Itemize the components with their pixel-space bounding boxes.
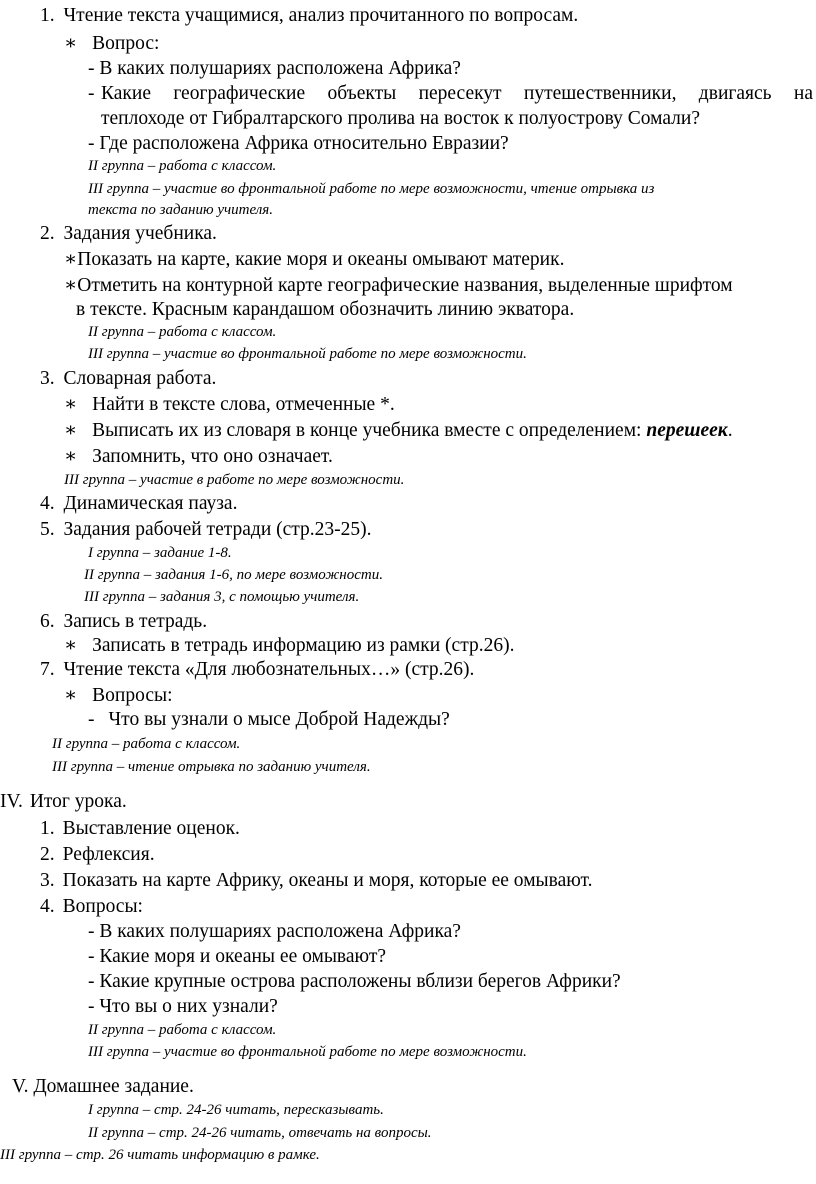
- group-note: III группа – задания 3, с помощью учителя.: [84, 589, 360, 605]
- question-text: Где расположена Африка относительно Евразии?: [99, 133, 509, 154]
- homework-group-note: I группа – стр. 24-26 читать, пересказывать.: [88, 1102, 384, 1118]
- question-label: Вопрос:: [92, 33, 160, 54]
- question-line: [88, 57, 461, 81]
- item-7: [40, 658, 474, 682]
- item-text: Чтение текста учащимися, анализ прочитанного по вопросам.: [63, 5, 579, 26]
- dash-marker: -: [88, 83, 95, 104]
- item-3: [40, 367, 216, 391]
- dash-marker: -: [88, 946, 95, 967]
- asterisk-bullet-icon: ∗: [64, 685, 78, 706]
- question-text-continued: теплоходе от Гибралтарского пролива на восток к полуострову Сомали?: [101, 108, 700, 129]
- summary-item: [40, 895, 143, 919]
- item-text: Задания рабочей тетради (стр.23-25).: [63, 519, 372, 540]
- question-text: Какие географические объекты пересекут путешественники, двигаясь на: [101, 83, 813, 104]
- group-note: II группа – работа с классом.: [88, 158, 277, 174]
- item-number: 5.: [40, 519, 55, 540]
- question-text: Какие моря и океаны ее омывают?: [99, 946, 387, 967]
- item-number: 4.: [40, 896, 55, 917]
- item-text: Словарная работа.: [63, 368, 217, 389]
- asterisk-bullet-icon: ∗: [64, 446, 78, 467]
- punctuation: .: [727, 420, 733, 441]
- item-1: [40, 4, 578, 28]
- question-line: [88, 920, 461, 944]
- bullet-item: [64, 634, 514, 658]
- item-text: Вопросы:: [62, 896, 143, 917]
- question-line: [88, 995, 278, 1019]
- dash-marker: -: [88, 58, 95, 79]
- section-title: Домашнее задание.: [33, 1076, 194, 1097]
- summary-item: [40, 869, 592, 893]
- group-note: III группа – чтение отрывка по заданию учителя.: [52, 759, 371, 775]
- asterisk-bullet-icon: ∗: [64, 33, 78, 54]
- homework-group-note: II группа – стр. 24-26 читать, отвечать на вопросы.: [88, 1125, 432, 1141]
- item-text: Задания учебника.: [63, 223, 217, 244]
- item-text: Рефлексия.: [62, 844, 155, 865]
- section-iv-heading: [0, 790, 127, 814]
- item-text: Показать на карте Африку, океаны и моря, которые ее омывают.: [62, 870, 593, 891]
- question-header: [64, 32, 159, 56]
- group-note: II группа – работа с классом.: [88, 324, 277, 340]
- group-note: II группа – работа с классом.: [52, 736, 241, 752]
- group-note: III группа – участие в работе по мере возможности.: [64, 472, 405, 488]
- item-2: [40, 222, 217, 246]
- bullet-item: ∗Показать на карте, какие моря и океаны омывают материк.: [64, 249, 565, 270]
- bullet-text: Найти в тексте слова, отмеченные *.: [92, 394, 395, 415]
- question-line: [88, 708, 450, 732]
- item-6: [40, 610, 207, 634]
- question-text: Что вы узнали о мысе Доброй Надежды?: [108, 709, 450, 730]
- question-text: В каких полушариях расположена Африка?: [99, 58, 461, 79]
- group-note-continued: текста по заданию учителя.: [88, 202, 274, 218]
- asterisk-bullet-icon: ∗: [64, 394, 78, 415]
- item-number: 1.: [40, 5, 55, 26]
- dash-marker: -: [88, 133, 95, 154]
- question-line: [88, 970, 621, 994]
- highlighted-term: перешеек: [646, 420, 728, 441]
- group-note: III группа – участие во фронтальной работе по мере возможности.: [88, 346, 527, 362]
- item-text: Запись в тетрадь.: [63, 611, 208, 632]
- group-note: II группа – задания 1-6, по мере возможности.: [84, 567, 383, 583]
- group-note: III группа – участие во фронтальной работе по мере возможности.: [88, 1044, 527, 1060]
- dash-marker: -: [88, 996, 95, 1017]
- bullet-item: [64, 393, 395, 417]
- summary-item: [40, 843, 155, 867]
- group-note: I группа – задание 1-8.: [88, 545, 232, 561]
- question-text: В каких полушариях расположена Африка?: [99, 921, 461, 942]
- item-text: Динамическая пауза.: [63, 493, 238, 514]
- item-number: 3.: [40, 368, 55, 389]
- question-text: Какие крупные острова расположены вблизи берегов Африки?: [99, 971, 621, 992]
- asterisk-bullet-icon: ∗: [64, 420, 78, 441]
- section-number: IV.: [0, 791, 23, 812]
- asterisk-bullet-icon: ∗: [64, 635, 78, 656]
- section-number: V.: [12, 1076, 29, 1097]
- question-text: Что вы о них узнали?: [99, 996, 278, 1017]
- section-v-heading: [12, 1075, 194, 1099]
- bullet-text: Записать в тетрадь информацию из рамки (стр.26).: [92, 635, 515, 656]
- bullet-item: [64, 445, 333, 469]
- item-number: 2.: [40, 844, 55, 865]
- item-number: 7.: [40, 659, 55, 680]
- bullet-text: Запомнить, что оно означает.: [92, 446, 333, 467]
- dash-marker: -: [88, 971, 95, 992]
- question-line: [88, 132, 509, 156]
- section-title: Итог урока.: [29, 791, 127, 812]
- question-label: Вопросы:: [92, 685, 173, 706]
- homework-group-note: III группа – стр. 26 читать информацию в рамке.: [0, 1147, 320, 1163]
- dash-marker: -: [88, 709, 95, 730]
- item-number: 6.: [40, 611, 55, 632]
- item-number: 4.: [40, 493, 55, 514]
- bullet-text: Выписать их из словаря в конце учебника вместе с определением:: [92, 420, 647, 441]
- item-5: [40, 518, 372, 542]
- bullet-item: ∗Отметить на контурной карте географические названия, выделенные шрифтом: [64, 275, 733, 296]
- item-number: 1.: [40, 818, 55, 839]
- item-number: 2.: [40, 223, 55, 244]
- group-note: III группа – участие во фронтальной работе по мере возможности, чтение отрывка из: [88, 181, 655, 197]
- bullet-item: [64, 419, 733, 443]
- question-header: [64, 684, 173, 708]
- item-text: Выставление оценок.: [62, 818, 240, 839]
- item-4: [40, 492, 237, 516]
- item-number: 3.: [40, 870, 55, 891]
- question-line: [88, 945, 386, 969]
- group-note: II группа – работа с классом.: [88, 1022, 277, 1038]
- item-text: Чтение текста «Для любознательных…» (стр.26).: [63, 659, 475, 680]
- summary-item: [40, 817, 240, 841]
- dash-marker: -: [88, 921, 95, 942]
- bullet-item-continued: в тексте. Красным карандашом обозначить линию экватора.: [76, 299, 575, 320]
